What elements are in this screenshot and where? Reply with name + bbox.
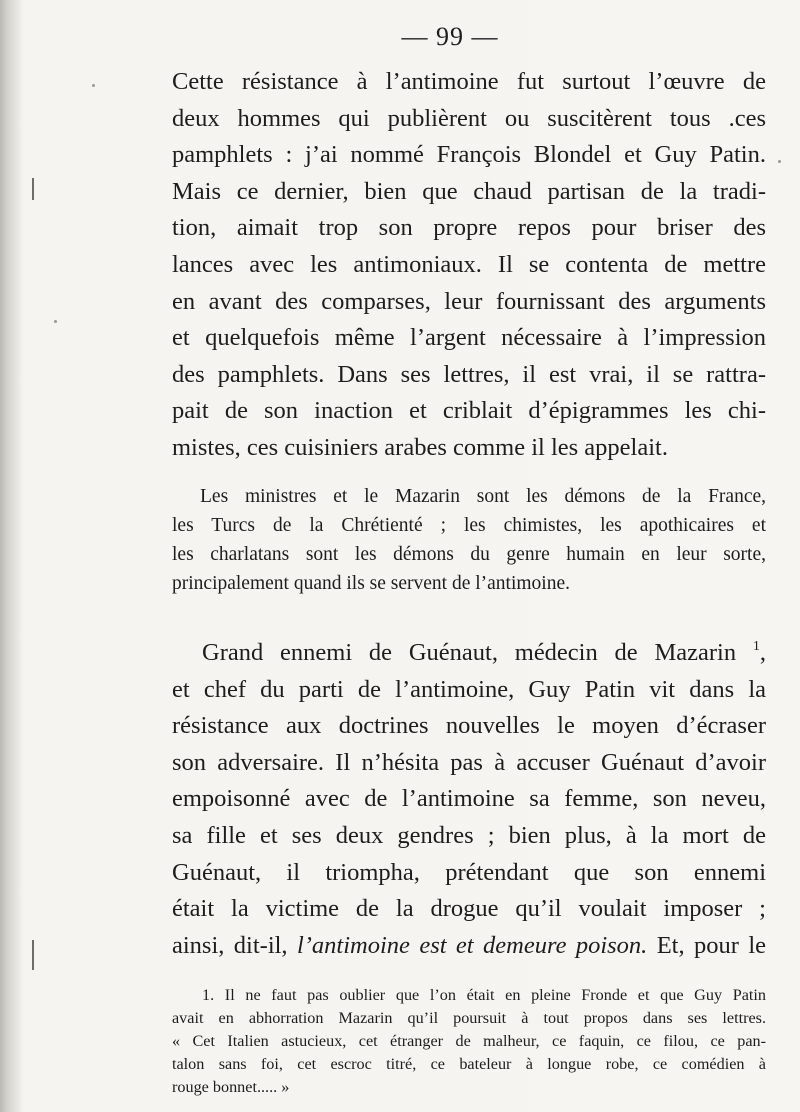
text-line: Mais ce dernier, bien que chaud partisan de la tradi- <box>172 177 766 205</box>
text-line <box>172 629 766 672</box>
text-line: Guénaut, il triompha, prétendant que son ennemi <box>172 858 766 886</box>
text-segment: ainsi, dit-il, <box>172 931 288 959</box>
text-line: en avant des comparses, leur fournissant des arguments <box>172 287 766 315</box>
text-line: tion, aimait trop son propre repos pour briser des <box>172 214 766 242</box>
text-line: sa fille et ses deux gendres ; bien plus, à la mort de <box>172 821 766 849</box>
paper-speck <box>778 160 781 163</box>
block-quote <box>172 482 766 598</box>
footnote-line: 1. Il ne faut pas oublier que l’on était en pleine Fronde et que Guy Patin <box>202 986 766 1004</box>
text-line: son adversaire. Il n’hésita pas à accuser Guénaut d’avoir <box>172 748 766 776</box>
margin-mark <box>32 940 34 970</box>
text-line: mistes, ces cuisiniers arabes comme il les appelait. <box>172 433 668 461</box>
footnote-marker: 1 <box>752 639 760 654</box>
margin-mark <box>32 178 34 200</box>
footnote-line: rouge bonnet..... » <box>172 1078 290 1096</box>
paragraph-3 <box>172 629 766 964</box>
footnote-line: avait en abhorration Mazarin qu’il poursuit à tout propos dans ses lettres. <box>172 1009 766 1027</box>
italic-quote: l’antimoine est et demeure poison. <box>296 931 648 959</box>
text-line: empoisonné avec de l’antimoine sa femme, son neveu, <box>172 785 766 813</box>
text-line: des pamphlets. Dans ses lettres, il est vrai, il se rattra- <box>172 360 766 388</box>
text-line: pamphlets : j’ai nommé François Blondel et Guy Patin. <box>172 141 766 169</box>
book-spine-shadow <box>0 0 22 1112</box>
paper-speck <box>92 84 95 87</box>
text-line: lances avec les antimoniaux. Il se contenta de mettre <box>172 250 766 278</box>
quote-line: les Turcs de la Chrétienté ; les chimistes, les apothicaires et <box>172 515 766 536</box>
text-line: et chef du parti de l’antimoine, Guy Patin vit dans la <box>172 675 766 703</box>
footnote-line: « Cet Italien astucieux, cet étranger de malheur, ce faquin, ce filou, ce pan- <box>172 1032 766 1050</box>
text-line: deux hommes qui publièrent ou suscitèrent tous .ces <box>172 104 766 132</box>
footnote-line: talon sans foi, cet escroc titré, ce bateleur à longue robe, ce comédien à <box>172 1055 766 1073</box>
text-line: pait de son inaction et criblait d’épigrammes les chi- <box>172 397 766 425</box>
paragraph-1 <box>172 64 766 467</box>
paper-speck <box>54 320 57 323</box>
quote-line: principalement quand ils se servent de l’antimoine. <box>172 573 571 594</box>
page-number: — 99 — <box>401 22 499 51</box>
text-segment: Grand ennemi de Guénaut, médecin de Mazarin <box>202 639 737 666</box>
footnote <box>172 984 766 1099</box>
quote-line: Les ministres et le Mazarin sont les démons de la France, <box>200 486 766 507</box>
quote-line: les charlatans sont les démons du genre humain en leur sorte, <box>172 544 766 565</box>
text-segment: Et, pour le <box>656 931 766 959</box>
text-line: et quelquefois même l’argent nécessaire à l’impression <box>172 324 766 352</box>
text-line: résistance aux doctrines nouvelles le moyen d’écraser <box>172 712 766 740</box>
text-line <box>172 928 766 965</box>
text-line: était la victime de la drogue qu’il voulait imposer ; <box>172 895 766 923</box>
text-line: Cette résistance à l’antimoine fut surtout l’œuvre de <box>172 68 766 95</box>
text-segment: , <box>759 639 766 666</box>
